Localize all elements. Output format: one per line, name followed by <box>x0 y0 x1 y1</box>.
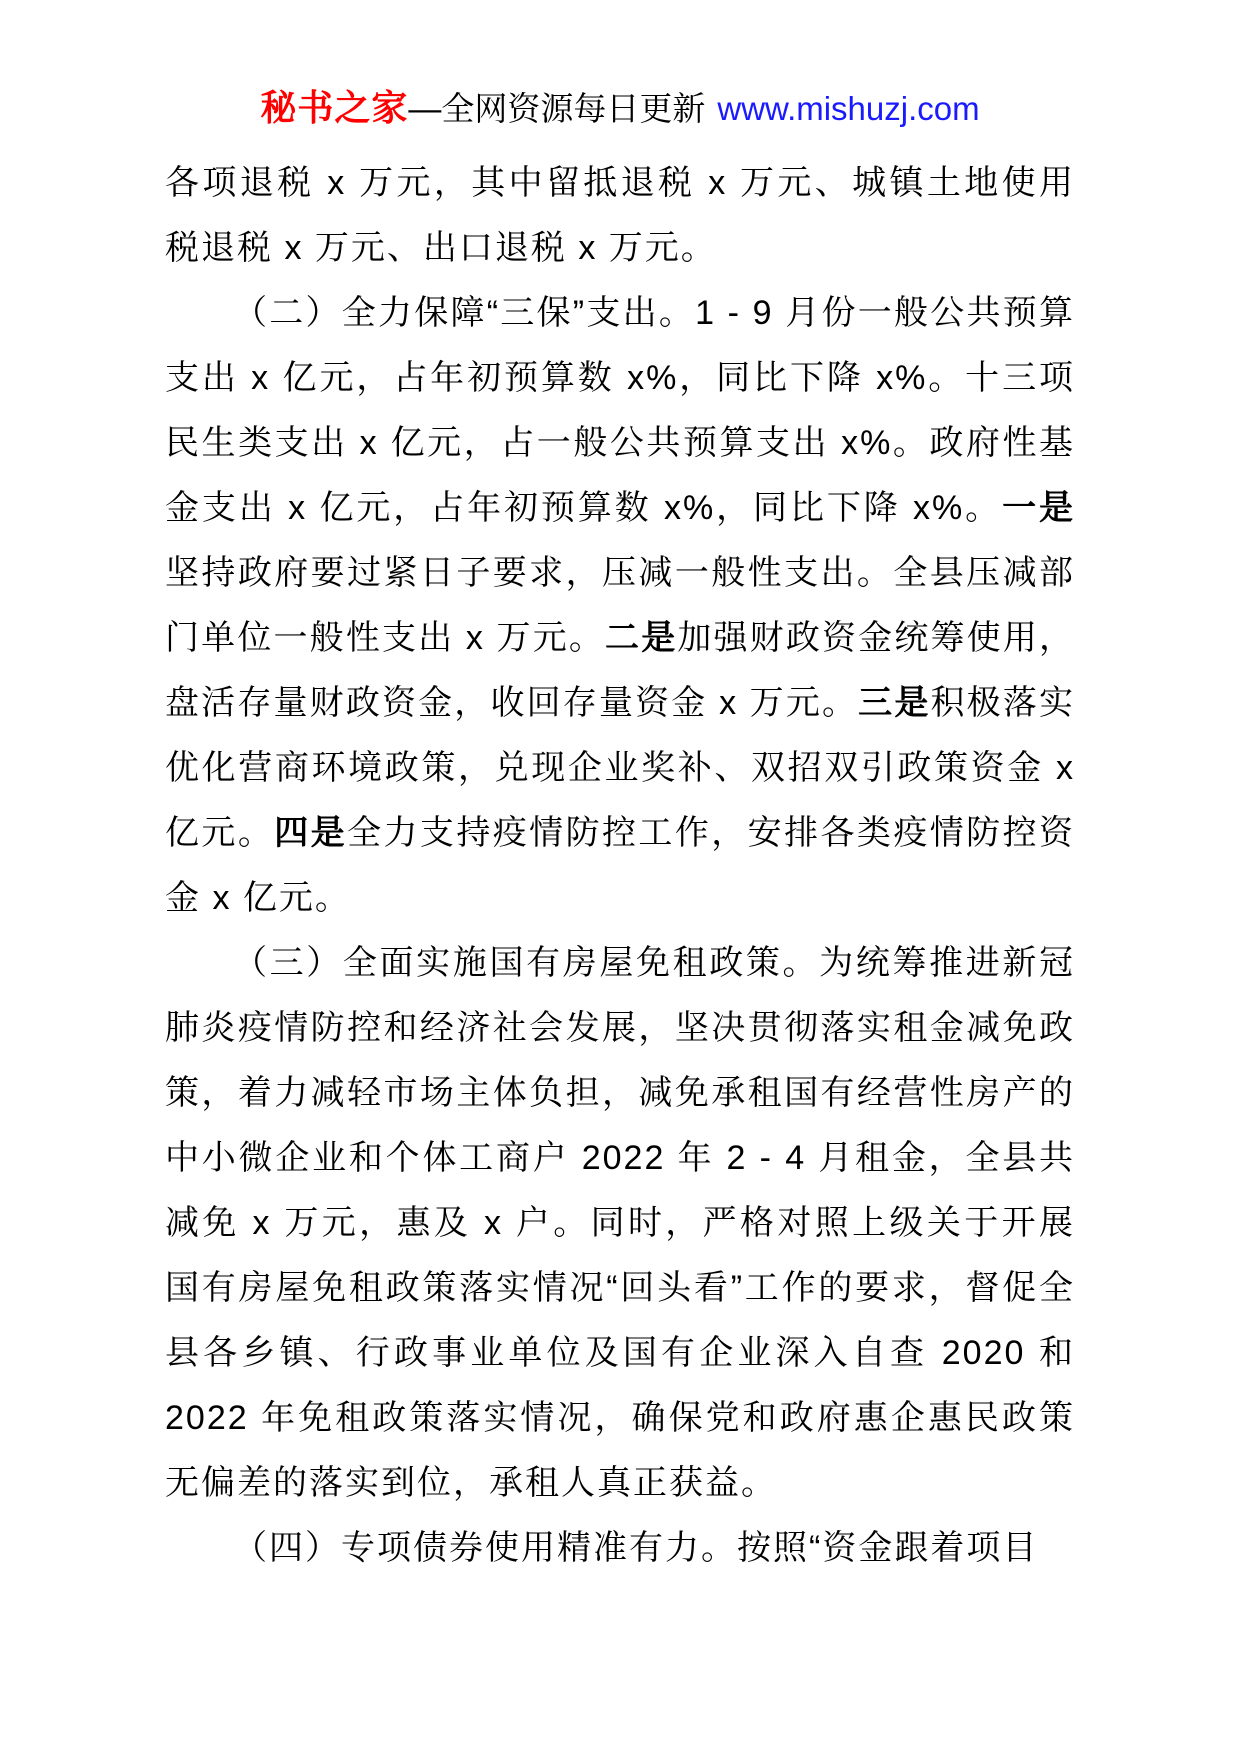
paragraph <box>165 1516 1075 1581</box>
paragraph <box>165 931 1075 1516</box>
body-text: （四）专项债券使用精准有力。按照“资金跟着项目 <box>233 1529 1039 1567</box>
body-text: （二）全力保障“三保”支出。1 - 9 月份一般公共预算支出 x 亿元，占年初预算数 x%，同比下降 x%。十三项民生类支出 x 亿元，占一般公共预算支出 x%。政府性基金支出 x 亿元，占年初预算数 x%，同比下降 x%。 <box>165 294 1075 527</box>
emphasis-text: 四是 <box>274 814 348 852</box>
body-text: 积极落实优化营商环境政策，兑现企业奖补、双招双引政策资金 x 亿元。 <box>165 684 1075 852</box>
emphasis-text: 二是 <box>605 619 678 657</box>
body-text: 全力支持疫情防控工作，安排各类疫情防控资金 x 亿元。 <box>165 814 1076 917</box>
paragraph <box>165 281 1075 931</box>
emphasis-text: 三是 <box>858 684 931 722</box>
paragraph <box>165 151 1075 281</box>
body-text: （三）全面实施国有房屋免租政策。为统筹推进新冠肺炎疫情防控和经济社会发展，坚决贯彻落实租金减免政策，着力减轻市场主体负担，减免承租国有经营性房产的中小微企业和个体工商户 2022 年 2 - 4 月租金，全县共减免 x 万元，惠及 x 户。同时，严格对照上级关于开展国有房屋免租政策落实情况“回头看”工作的要求，督促全县各乡镇、行政事业单位及国有企业深入自查 2020 和 2022 年免租政策落实情况，确保党和政府惠企惠民政策无偏差的落实到位，承租人真正获益。 <box>165 944 1075 1502</box>
site-url-link[interactable]: www.mishuzj.com <box>717 90 980 127</box>
emphasis-text: 一是 <box>1002 489 1076 527</box>
body-text: 坚持政府要过紧日子要求，压减一般性支出。全县压减部门单位一般性支出 x 万元。 <box>165 554 1075 657</box>
document-body <box>165 151 1075 1581</box>
body-text: 加强财政资金统筹使用，盘活存量财政资金，收回存量资金 x 万元。 <box>165 619 1075 722</box>
body-text: 各项退税 x 万元，其中留抵退税 x 万元、城镇土地使用税退税 x 万元、出口退税 x 万元。 <box>165 164 1075 267</box>
site-header <box>0 0 1240 131</box>
site-tagline: —全网资源每日更新 <box>408 90 706 127</box>
site-name: 秘书之家 <box>260 87 409 128</box>
